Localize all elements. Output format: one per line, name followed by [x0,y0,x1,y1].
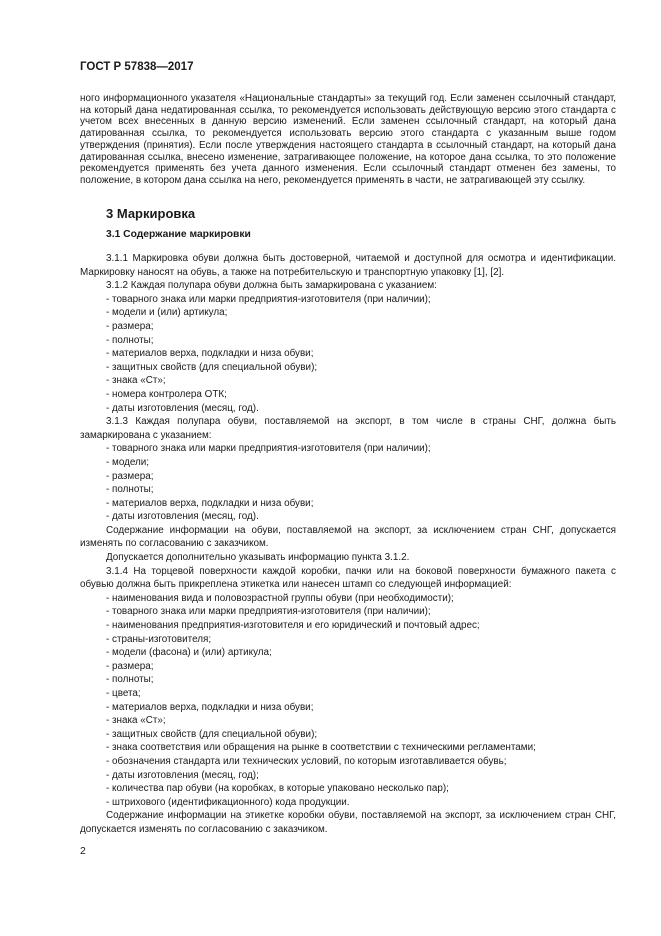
clause-3-1-2: 3.1.2 Каждая полупара обуви должна быть замаркирована с указанием: [106,280,437,292]
main-content [80,252,616,837]
list-item: - наименования вида и половозрастной группы обуви (при необходимости); [106,592,454,604]
list-item: - штрихового (идентификационного) кода продукции. [106,796,350,808]
list-item: - модели и (или) артикула; [106,307,228,319]
page-number: 2 [80,845,86,857]
list-item: - полноты; [106,484,154,496]
section-title: 3 Маркировка [106,206,196,221]
list-item: - обозначения стандарта или технических условий, по которым изготавливается обувь; [106,755,507,767]
list-item: - материалов верха, подкладки и низа обуви; [106,497,314,509]
list-item: - размера; [106,660,154,672]
list-item: - даты изготовления (месяц, год). [106,402,259,414]
clause-3-1-4-note: Содержание информации на этикетке коробки обуви, поставляемой на экспорт, за исключением стран СНГ, допускается изменять по согласованию с заказчиком. [80,810,616,835]
list-item: - защитных свойств (для специальной обуви); [106,728,318,740]
list-item: - знака «Ст»; [106,375,166,387]
list-item: - защитных свойств (для специальной обуви); [106,361,318,373]
list-item: - модели (фасона) и (или) артикула; [106,647,272,659]
clause-3-1-1: 3.1.1 Маркировка обуви должна быть достоверной, читаемой и доступной для осмотра и идентификации. Маркировку наносят на обувь, а также на потребительскую и транспортную упаковку [1], [2]. [80,253,616,278]
list-item: - товарного знака или марки предприятия-изготовителя (при наличии); [106,443,431,455]
list-item: - цвета; [106,688,141,699]
clause-3-1-3-extra: Допускается дополнительно указывать информацию пункта 3.1.2. [106,552,410,564]
list-item: - материалов верха, подкладки и низа обуви; [106,348,314,360]
document-header: ГОСТ Р 57838—2017 [80,61,194,73]
list-item: - материалов верха, подкладки и низа обуви; [106,701,314,713]
list-item: - знака соответствия или обращения на рынке в соответствии с техническими регламентами; [106,742,536,754]
list-item: - товарного знака или марки предприятия-изготовителя (при наличии); [106,293,431,305]
list-3-1-3 [80,442,616,524]
list-item: - страны-изготовителя; [106,633,212,645]
intro-text: ного информационного указателя «Национальные стандарты» за текущий год. Если заменен ссылочный стандарт, на который дана недатированная ссылка, то рекомендуется использовать действующую версию этого стандарта с учетом всех внесенных в данную версию изменений. Если заменен ссылочный стандарт, на который дана датированная ссылка, то рекомендуется использовать версию этого стандарта с указанным выше годом утверждения (принятия). Если после утверждения настоящего стандарта в ссылочный стандарт, на который дана датированная ссылка, внесено изменение, затрагивающее положение, на которое дана ссылка, то это положение рекомендуется применять без учета данного изменения. Если ссылочный стандарт отменен без замены, то положение, в котором дана ссылка на него, рекомендуется применять в части, не затрагивающей эту ссылку. [80,93,616,186]
list-item: - полноты; [106,334,154,346]
clause-3-1-4: 3.1.4 На торцевой поверхности каждой коробки, пачки или на боковой поверхности бумажного пакета с обувью должна быть прикреплена этикетка или нанесен штамп со следующей информацией: [80,565,616,591]
list-item: - даты изготовления (месяц, год); [106,769,259,781]
subsection-title: 3.1 Содержание маркировки [106,229,251,240]
list-item: - размера; [106,470,154,482]
list-item: - размера; [106,320,154,332]
list-item: - знака «Ст»; [106,715,166,727]
list-item: - даты изготовления (месяц, год). [106,511,259,523]
list-item: - полноты; [106,674,154,686]
list-3-1-2 [80,293,616,415]
list-item: - количества пар обуви (на коробках, в которые упаковано несколько пар); [106,783,449,795]
clause-3-1-3: 3.1.3 Каждая полупара обуви, поставляемой на экспорт, в том числе в страны СНГ, должна быть замаркирована с указанием: [80,416,616,441]
list-item: - модели; [106,456,150,468]
list-item: - номера контролера ОТК; [106,388,227,400]
list-3-1-4 [80,592,616,810]
list-item: - товарного знака или марки предприятия-изготовителя (при наличии); [106,606,431,618]
intro-paragraph [80,93,616,187]
clause-3-1-3-note: Содержание информации на обуви, поставляемой на экспорт, за исключением стран СНГ, допускается изменять по согласованию с заказчиком. [80,524,616,550]
list-item: - наименования предприятия-изготовителя и его юридический и почтовый адрес; [106,620,480,632]
